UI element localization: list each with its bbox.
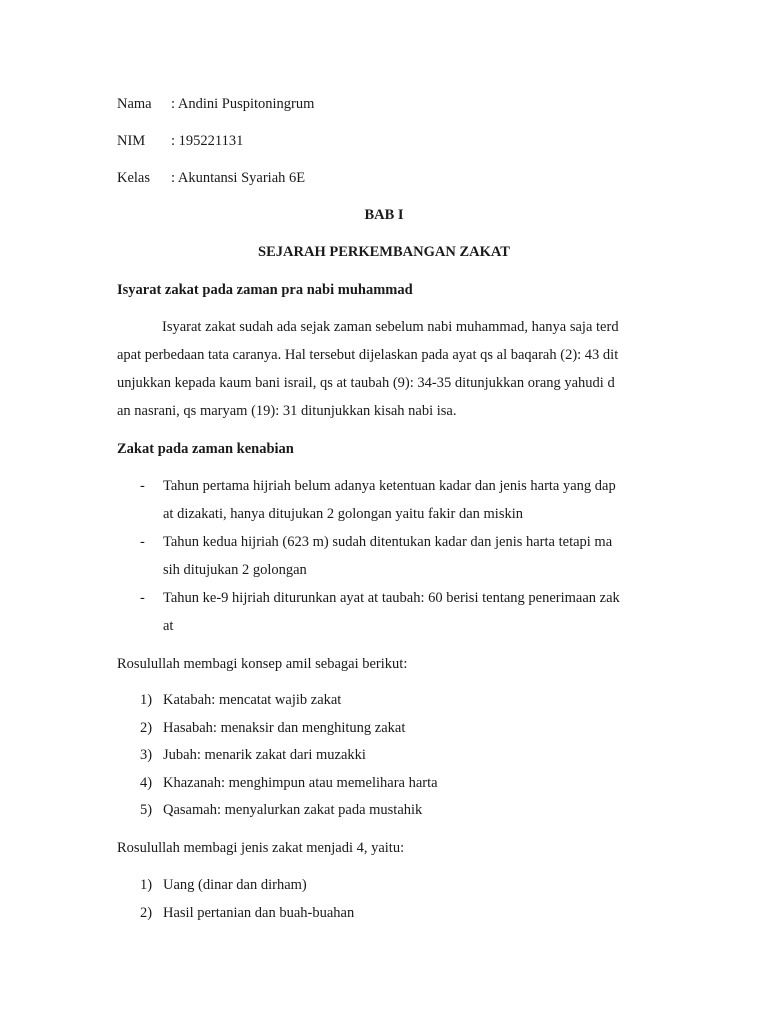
list-item: Hasabah: menaksir dan menghitung zakat: [163, 720, 406, 736]
list-item: Jubah: menarik zakat dari muzakki: [163, 747, 366, 763]
info-value-kelas: : Akuntansi Syariah 6E: [171, 170, 306, 186]
paragraph-line: unjukkan kepada kaum bani israil, qs at taubah (9): 34-35 ditunjukkan orang yahudi d: [117, 375, 615, 391]
bullet-line: at dizakati, hanya ditujukan 2 golongan yaitu fakir dan miskin: [163, 506, 523, 522]
list-number: 2): [140, 720, 153, 736]
list-number: 2): [140, 905, 153, 921]
list-item: Katabah: mencatat wajib zakat: [163, 692, 342, 708]
bullet-marker: -: [140, 590, 145, 606]
bullet-marker: -: [140, 534, 145, 550]
list-number: 1): [140, 877, 153, 893]
paragraph-line: apat perbedaan tata caranya. Hal tersebut dijelaskan pada ayat qs al baqarah (2): 43 dit: [117, 347, 619, 363]
chapter-title: SEJARAH PERKEMBANGAN ZAKAT: [258, 244, 510, 260]
info-value-nama: : Andini Puspitoningrum: [171, 96, 315, 112]
bullet-marker: -: [140, 478, 145, 494]
bullet-line: at: [163, 618, 174, 634]
list-number: 1): [140, 692, 153, 708]
jenis-intro: Rosulullah membagi jenis zakat menjadi 4, yaitu:: [117, 840, 405, 856]
info-label-kelas: Kelas: [117, 170, 151, 186]
amil-intro: Rosulullah membagi konsep amil sebagai berikut:: [117, 656, 408, 672]
info-label-nim: NIM: [117, 133, 146, 149]
paragraph-line: Isyarat zakat sudah ada sejak zaman sebelum nabi muhammad, hanya saja terd: [162, 319, 619, 335]
bullet-line: sih ditujukan 2 golongan: [163, 562, 307, 578]
list-item: Hasil pertanian dan buah-buahan: [163, 905, 355, 921]
list-number: 5): [140, 802, 153, 818]
bullet-line: Tahun ke-9 hijriah diturunkan ayat at taubah: 60 berisi tentang penerimaan zak: [163, 590, 620, 606]
list-item: Khazanah: menghimpun atau memelihara harta: [163, 775, 438, 791]
bullet-line: Tahun kedua hijriah (623 m) sudah ditentukan kadar dan jenis harta tetapi ma: [163, 534, 613, 550]
list-item: Uang (dinar dan dirham): [163, 877, 307, 893]
section-heading-kenabian: Zakat pada zaman kenabian: [117, 441, 294, 457]
bullet-line: Tahun pertama hijriah belum adanya ketentuan kadar dan jenis harta yang dap: [163, 478, 616, 494]
list-number: 3): [140, 747, 153, 763]
paragraph-line: an nasrani, qs maryam (19): 31 ditunjukkan kisah nabi isa.: [117, 403, 457, 419]
info-label-nama: Nama: [117, 96, 152, 112]
section-heading-pra-nabi: Isyarat zakat pada zaman pra nabi muhammad: [117, 282, 413, 298]
chapter-number: BAB I: [364, 207, 404, 223]
list-item: Qasamah: menyalurkan zakat pada mustahik: [163, 802, 423, 818]
list-number: 4): [140, 775, 153, 791]
info-value-nim: : 195221131: [171, 133, 244, 149]
